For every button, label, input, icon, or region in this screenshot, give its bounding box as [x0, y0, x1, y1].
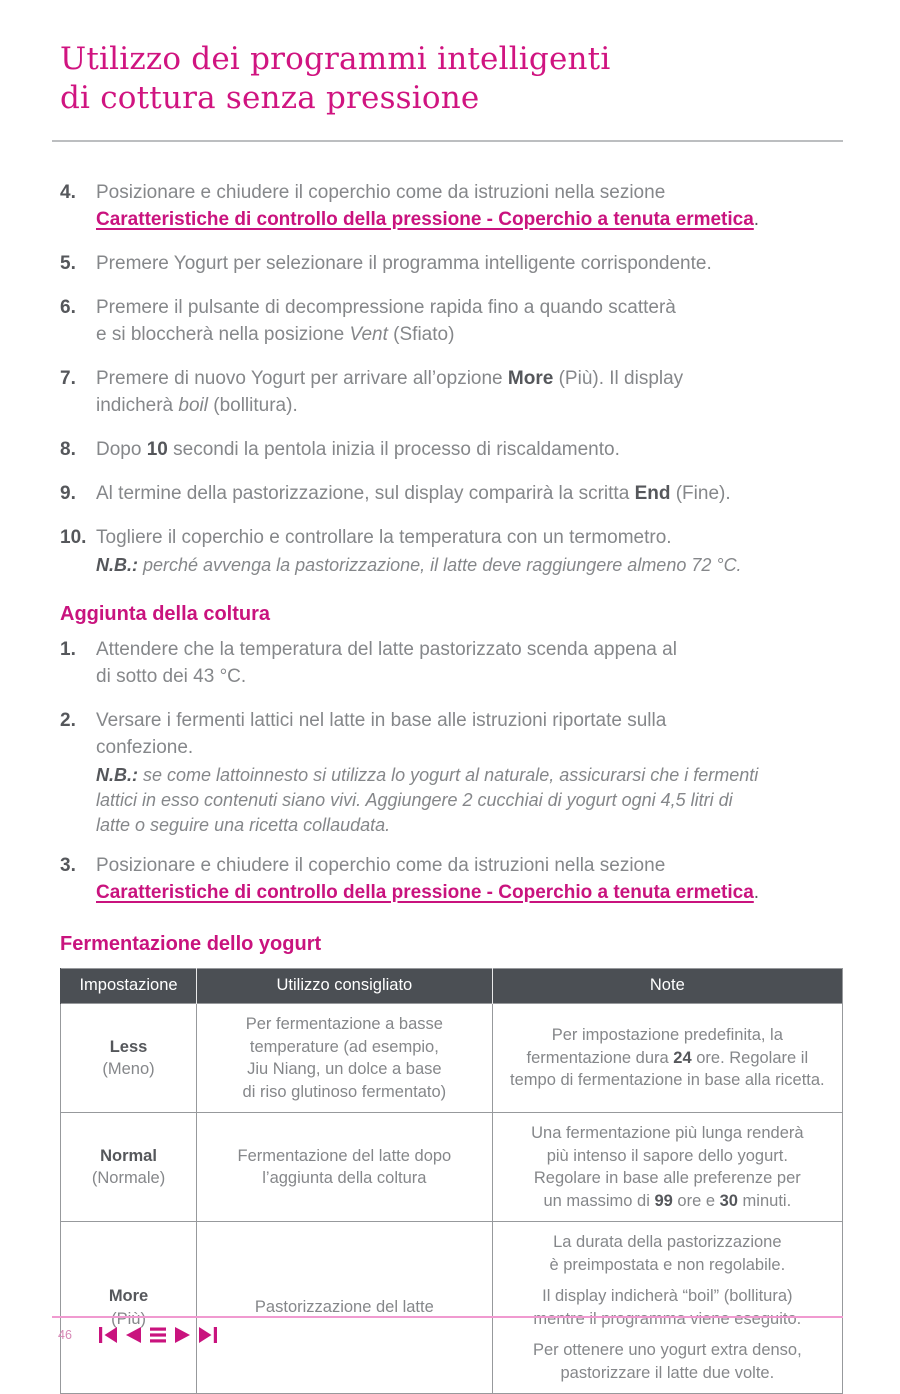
section-link[interactable]: Caratteristiche di controllo della pressione - Coperchio a tenuta ermetica — [96, 209, 754, 230]
step-text: Attendere che la temperatura del latte pastorizzato scenda appena al di sotto dei 43 °C. — [96, 639, 677, 687]
footer-navigation — [99, 1327, 217, 1343]
culture-steps-list — [60, 636, 843, 906]
column-header-utilizzo: Utilizzo consigliato — [197, 969, 493, 1004]
step-text: Premere Yogurt per selezionare il programma intelligente corrispondente. — [96, 253, 712, 274]
setting-cell: Less (Meno) — [61, 1004, 197, 1113]
notes-cell: Una fermentazione più lunga renderà più intenso il sapore dello yogurt. Regolare in base alle preferenze per un massimo di 99 ore e 30 minuti. — [492, 1113, 842, 1222]
section-link[interactable]: Caratteristiche di controllo della pressione - Coperchio a tenuta ermetica — [96, 882, 754, 903]
notes-cell: La durata della pastorizzazione è preimpostata e non regolabile. Il display indicherà “boil” (bollitura) mentre il programma viene eseguito. Per ottenere uno yogurt extra denso, pastorizzare il latte due volte. — [492, 1222, 842, 1394]
step-text: Premere il pulsante di decompressione rapida fino a quando scatterà e si bloccherà nella posizione Vent (Sfiato) — [96, 297, 676, 345]
step-number: 1. — [60, 639, 76, 660]
page-title-line1: Utilizzo dei programmi intelligenti — [60, 41, 611, 77]
list-item-9 — [60, 480, 843, 507]
table-header-row — [61, 969, 843, 1004]
table-row-normal — [61, 1113, 843, 1222]
list-item-4 — [60, 179, 843, 233]
step-text: Posizionare e chiudere il coperchio come da istruzioni nella sezione Caratteristiche di controllo della pressione - Coperchio a tenuta ermetica. — [96, 855, 760, 903]
title-divider — [52, 140, 843, 142]
list-item-c3 — [60, 852, 843, 906]
list-item-c1 — [60, 636, 843, 690]
step-text: Dopo 10 secondi la pentola inizia il processo di riscaldamento. — [96, 439, 620, 460]
step-number: 4. — [60, 182, 76, 203]
section-heading-aggiunta-coltura: Aggiunta della coltura — [60, 603, 271, 625]
list-item-6 — [60, 294, 843, 348]
step-text — [96, 707, 843, 838]
page-title — [60, 40, 843, 118]
list-item-8 — [60, 436, 843, 463]
step-number: 10. — [60, 527, 87, 548]
column-header-note: Note — [492, 969, 842, 1004]
notes-cell: Per impostazione predefinita, la fermentazione dura 24 ore. Regolare il tempo di fermentazione in base alla ricetta. — [492, 1004, 842, 1113]
setting-cell: Normal (Normale) — [61, 1113, 197, 1222]
footer-divider — [52, 1316, 843, 1318]
step-number: 8. — [60, 439, 76, 460]
nota-bene: N.B.: perché avvenga la pastorizzazione, il latte deve raggiungere almeno 72 °C. — [96, 555, 742, 575]
table-row-less — [61, 1004, 843, 1113]
step-number: 9. — [60, 483, 76, 504]
skip-to-start-icon[interactable] — [99, 1327, 117, 1343]
usage-cell: Pastorizzazione del latte — [197, 1222, 493, 1394]
next-icon[interactable] — [175, 1327, 190, 1343]
list-item-7 — [60, 365, 843, 419]
step-number: 2. — [60, 710, 76, 731]
previous-icon[interactable] — [126, 1327, 141, 1343]
step-text — [96, 524, 843, 578]
step-number: 6. — [60, 297, 76, 318]
step-text: Al termine della pastorizzazione, sul display comparirà la scritta End (Fine). — [96, 483, 731, 504]
nota-bene: N.B.: se come lattoinnesto si utilizza lo yogurt al naturale, assicurarsi che i fermenti lattici in esso contenuti siano vivi. Aggiungere 2 cucchiai di yogurt ogni 4,5 litri di latte o seguire una ricetta collaudata. — [96, 765, 759, 835]
skip-to-end-icon[interactable] — [199, 1327, 217, 1343]
step-text-main: Versare i fermenti lattici nel latte in base alle istruzioni riportate sulla confezione. — [96, 710, 667, 758]
list-item-5 — [60, 250, 843, 277]
setting-cell: More (Più) — [61, 1222, 197, 1394]
list-item-c2 — [60, 707, 843, 838]
step-text-main: Togliere il coperchio e controllare la temperatura con un termometro. — [96, 527, 672, 548]
page-number: 46 — [58, 1328, 72, 1342]
list-item-10 — [60, 524, 843, 578]
step-number: 5. — [60, 253, 76, 274]
column-header-impostazione: Impostazione — [61, 969, 197, 1004]
usage-cell: Per fermentazione a basse temperature (ad esempio, Jiu Niang, un dolce a base di riso glutinoso fermentato) — [197, 1004, 493, 1113]
page-title-line2: di cottura senza pressione — [60, 80, 480, 116]
menu-icon[interactable] — [150, 1327, 166, 1343]
usage-cell: Fermentazione del latte dopo l’aggiunta della coltura — [197, 1113, 493, 1222]
step-number: 7. — [60, 368, 76, 389]
step-text: Posizionare e chiudere il coperchio come da istruzioni nella sezione Caratteristiche di controllo della pressione - Coperchio a tenuta ermetica. — [96, 182, 760, 230]
manual-page — [0, 40, 900, 1394]
section-heading-fermentazione: Fermentazione dello yogurt — [60, 933, 322, 955]
main-steps-list — [60, 179, 843, 578]
step-number: 3. — [60, 855, 76, 876]
page-footer — [52, 1316, 843, 1343]
table-row-more — [61, 1222, 843, 1394]
step-text: Premere di nuovo Yogurt per arrivare all’opzione More (Più). Il display indicherà boil (bollitura). — [96, 368, 684, 416]
